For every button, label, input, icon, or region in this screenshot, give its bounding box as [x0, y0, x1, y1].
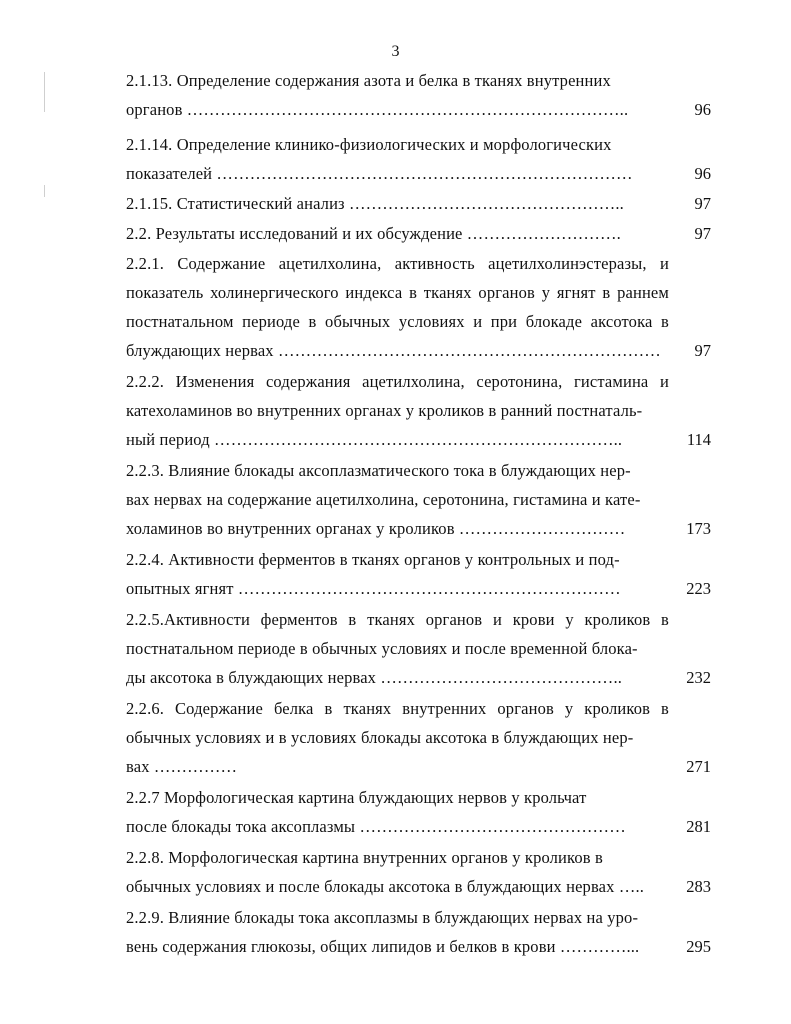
- toc-entry-title: 2.2.4. Активности ферментов в тканях органов у контрольных и под- опытных ягнят ……………………………………………………………: [126, 550, 621, 598]
- toc-entry-title: 2.1.13. Определение содержания азота и белка в тканях внутренних органов ……………………………………………………………………..: [126, 71, 629, 119]
- toc-entry-title: 2.2.7 Морфологическая картина блуждающих нервов у крольчат после блокады тока аксоплазмы …………………………………………: [126, 788, 626, 836]
- toc-entry: [126, 249, 711, 365]
- toc-entry-page: 96: [694, 100, 711, 119]
- toc-entry: [126, 456, 711, 543]
- toc-entry-page: 271: [686, 757, 711, 776]
- toc-entry-page: 96: [694, 164, 711, 183]
- margin-mark-bottom: [44, 185, 45, 197]
- toc-entry: [126, 219, 711, 248]
- toc-entry-page: 232: [686, 668, 711, 687]
- toc-entry: [126, 903, 711, 961]
- toc-entry-title: 2.1.14. Определение клинико-физиологических и морфологических показателей …………………………………………………………………: [126, 135, 633, 183]
- toc-entry: [126, 66, 711, 124]
- toc-entry-title: 2.2.1. Содержание ацетилхолина, активность ацетилхолинэстеразы, и показатель холинергического индекса в тканях органов у ягнят в раннем постнатальном периоде в обычных условиях и при блокаде аксотока в блуждающих нервах ……………………………………………………………: [126, 254, 669, 360]
- toc-entry-title: 2.2.3. Влияние блокады аксоплазматического тока в блуждающих нер- вах нервах на содержание ацетилхолина, серотонина, гистамина и кате- холаминов во внутренних органах у кроликов …………………………: [126, 461, 641, 538]
- toc-entry-title: 2.1.15. Статистический анализ …………………………………………..: [126, 194, 624, 213]
- toc-entry-title: 2.2.2. Изменения содержания ацетилхолина, серотонина, гистамина и катехоламинов во внутренних органах у кроликов в ранний постнаталь- ный период ………………………………………………………………..: [126, 372, 669, 449]
- toc-entry: [126, 367, 711, 454]
- toc-entry-page: 97: [694, 341, 711, 360]
- toc-entry-page: 173: [686, 519, 711, 538]
- toc-entry-page: 114: [686, 430, 711, 449]
- toc-entry-page: 281: [686, 817, 711, 836]
- page-number: 3: [391, 43, 400, 60]
- toc-entry: [126, 130, 711, 188]
- toc-entry: [126, 189, 711, 218]
- table-of-contents: [126, 62, 711, 961]
- toc-entry-page: 283: [686, 877, 711, 896]
- toc-entry: [126, 783, 711, 841]
- toc-entry-title: 2.2.5.Активности ферментов в тканях органов и крови у кроликов в постнатальном периоде в обычных условиях и после временной блока- ды аксотока в блуждающих нервах ……………………………………..: [126, 610, 669, 687]
- toc-entry: [126, 605, 711, 692]
- toc-entry-title: 2.2.9. Влияние блокады тока аксоплазмы в блуждающих нервах на уро- вень содержания глюкозы, общих липидов и белков в крови …………...: [126, 908, 640, 956]
- toc-entry-page: 97: [694, 194, 711, 213]
- toc-entry-page: 223: [686, 579, 711, 598]
- toc-entry-title: 2.2.8. Морфологическая картина внутренних органов у кроликов в обычных условиях и после блокады аксотока в блуждающих нервах …..: [126, 848, 645, 896]
- margin-mark-top: [44, 72, 45, 112]
- toc-entry-title: 2.2.6. Содержание белка в тканях внутренних органов у кроликов в обычных условиях и в условиях блокады аксотока в блуждающих нер- вах ……………: [126, 699, 669, 776]
- toc-entry: [126, 694, 711, 781]
- toc-entry: [126, 843, 711, 901]
- toc-entry-title: 2.2. Результаты исследований и их обсуждение ……………………….: [126, 224, 621, 243]
- toc-entry: [126, 545, 711, 603]
- toc-entry-page: 295: [686, 937, 711, 956]
- toc-entry-page: 97: [694, 224, 711, 243]
